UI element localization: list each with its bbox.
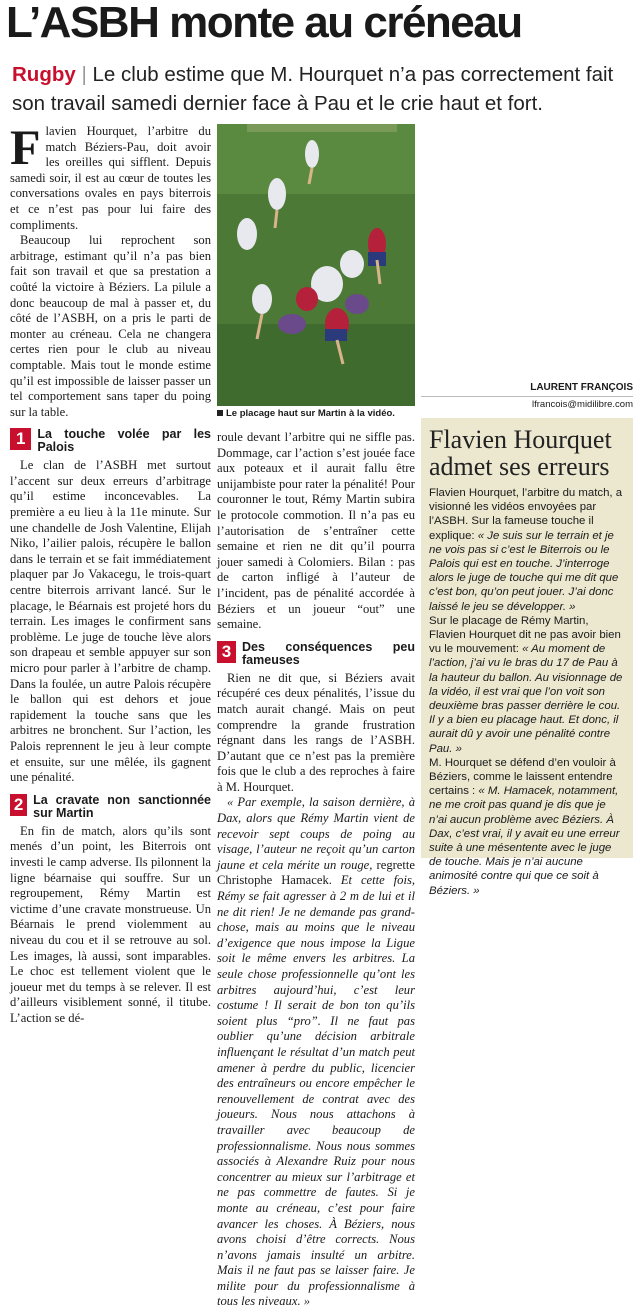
section-1-heading: [10, 428, 211, 454]
section-2-heading: [10, 794, 211, 820]
section-3-quote-1: « Par exemple, la saison dernière, à Dax, alors que Rémy Martin vient de recevoir sept coups de poing au visage, l’auteur ne reçoit qu’un carton jaune et cela mérite un rouge,: [217, 795, 415, 872]
dropcap: F: [10, 119, 41, 175]
section-2-paragraph-2: roule devant l’arbitre qui ne siffle pas. Dommage, car l’action s’est jouée face aux poteaux et il aurait fallu être unijambiste pour rater la pénalité! Pour couronner le tout, Rémy Martin subira le protocole commotion. Il n’a pas eu l’autorisation de s’entraîner cette semaine et rien ne dit qu’il pourra jouer samedi à Colomiers. Bilan : pas de carton infligé à l’auteur de l’incident, pas de pénalité accordée à Béziers et un joueur “out” une semaine.: [217, 430, 415, 632]
byline: [421, 382, 633, 410]
section-tag: Rugby: [12, 63, 76, 86]
section-3-quote-2: Et cette fois, Rémy se fait agresser à 2 m de lui et il ne dit rien! Je ne demande pas grand-chose, mais au moins que le niveau d’exigence que nous impose la Ligue soit le même envers les arbitres. La seule chose professionnelle qu’ont les arbitres aujourd’hui, c’est leur costume ! Il serait de bon ton qu’ils soient plus “pro”. Il ne faut pas oublier qu’une décision arbitrale influençant le résultat d’un match peut amener à perdre du public, licencier des entraîneurs ou encore empêcher le renouvellement de contrat avec des joueurs. Nous nous attachons à travailler avec beaucoup de professionnalisme. Nous nous sommes associés à Alexandre Ruiz pour nous concentrer au mieux sur l’arbitrage et ne pas commettre de fautes. Si je monte au créneau, c’est pour faire avancer les choses. À Béziers, nous avons choisi d’être corrects. Nous n’avons jamais insulté un arbitre. Mais il ne faut pas se laisser faire. Je milite pour du professionnalisme à tous les niveaux. »: [217, 873, 415, 1309]
column-left: [10, 119, 211, 1025]
section-1-title: La touche volée par les Palois: [37, 427, 211, 455]
photo-caption: [217, 408, 415, 420]
caption-bullet-icon: [217, 410, 223, 416]
section-2-number: 2: [10, 794, 27, 816]
section-2-title: La cravate non sanctionnée sur Martin: [33, 792, 211, 820]
section-1-number: 1: [10, 428, 31, 450]
deck-text: Le club estime que M. Hourquet n’a pas correctement fait son travail samedi dernier face à Pau et le crie haut et fort.: [12, 63, 614, 115]
section-3-heading: [217, 641, 415, 667]
section-1-paragraph: Le clan de l’ASBH met surtout l’accent sur deux erreurs d’arbitrage qu’il estime inconcevables. La première a eu lieu à la 11e minute. Sur une chandelle de Josh Valentine, Elijah Niko, l’ailier palois, récupère le ballon dans le terrain et se fait immédiatement plaquer par Jo Vakacegu, le trois-quart centre biterrois arrivant lancé. Sur le placage, le Béarnais est projeté hors du terrain. Les images le confirment sans problème. Le juge de touche lève alors son drapeau et semble appuyer sur son micro pour parler à l’arbitre de champ. Dans la foulée, un autre Palois récupère le ballon qui est dehors et joue rapidement la touche sans que les arbitres ne bronchent. Sur l’action, les Palois reprennent le jeu à leur compte et ensuite, sur une mêlée, ils gagnent une pénalité.: [10, 458, 211, 785]
section-2-paragraph-1: En fin de match, alors qu’ils sont menés d’un point, les Biterrois ont investi le camp adverse. Ils pilonnent la ligne béarnaise qui souffre. Sur un regroupement, Rémy Martin est victime d’une cravate monstrueuse. Un Béarnais le prend violemment au niveau du cou et il se retrouve au sol. Les images, là aussi, sont imparables. Le choc est tellement violent que le joueur met du temps à se relever. Il est d’ailleurs visiblement sonné, il titube. L’action se dé-: [10, 823, 211, 1025]
intro-paragraph-2: Beaucoup lui reprochent son arbitrage, estimant qu’il n’a pas bien fait son travail et que sa prestation a coûté la victoire à Béziers. La pilule a donc beaucoup de mal à passer et, du côté de l’ASBH, on a pris le parti de monter au créneau. Cela ne changera certes rien pour le club au niveau comptable. Mais tout le monde estime qu’il est impossible de laisser passer un tel comportement sans taper du poing sur la table.: [10, 233, 211, 419]
deck: [12, 60, 632, 118]
byline-author: LAURENT FRANÇOIS: [530, 382, 633, 393]
headline: L’ASBH monte au créneau: [6, 0, 522, 47]
rugby-scrum-image: [217, 124, 415, 406]
sidebar-quote-3: « M. Hamacek, notamment, ne me croit pas quand je dis que je n’ai aucun problème avec Béziers. À Dax, c’est vrai, il y avait eu une erreur suite à une mésentente avec le juge de touche. Mais je n’ai aucune animosité contre qui que ce soit à Béziers. »: [429, 785, 620, 897]
rugby-photo: [217, 124, 415, 406]
tag-separator: |: [81, 63, 87, 86]
section-3-title: Des conséquences peu fameuses: [242, 639, 415, 667]
intro-paragraph-1: lavien Hourquet, l’arbitre du match Béziers-Pau, doit avoir les oreilles qui sifflent. Depuis samedi soir, il est au cœur de toutes les conversations ovales en pays biterrois et ce n’est pas pour lui faire des compliments.: [10, 124, 211, 232]
byline-divider: [421, 396, 633, 397]
photo-caption-text: Le placage haut sur Martin à la vidéo.: [226, 408, 395, 419]
sidebar-paragraph-2: Sur le placage de Rémy Martin, Flavien Hourquet dit ne pas avoir bien vu le mouvement:: [429, 614, 621, 656]
sidebar-paragraph-1: Flavien Hourquet, l’arbitre du match, a visionné les vidéos envoyées par l’ASBH. Sur la fameuse touche il explique:: [429, 487, 623, 542]
sidebar-paragraph-3: M. Hourquet se défend d’en vouloir à Béziers, comme le laissent entendre certains :: [429, 756, 616, 798]
sidebar-quote-1: « Je suis sur le terrain et je ne vois pas si c’est le Biterrois ou le Palois qui est en touche. J’interroge alors le juge de touche qui me dit que c’est bon, qu’on peut jouer. J’ai donc laissé le jeu se développer. »: [429, 529, 619, 613]
sidebar-quote-2: « Au moment de l’action, j’ai vu le bras du 17 de Pau à la hauteur du ballon. Au visionnage de la vidéo, il est vrai que l’on voit son deuxième bras passer derrière le cou. Il y a bien eu placage haut. Et donc, il aurait dû y avoir une pénalité contre Pau. »: [429, 643, 623, 755]
byline-email: lfrancois@midilibre.com: [532, 399, 633, 410]
section-3-number: 3: [217, 641, 236, 663]
sidebar-title: Flavien Hourquet admet ses erreurs: [429, 425, 612, 481]
section-3-attribution: regrette Christophe Hamacek.: [217, 857, 415, 888]
section-3-quote-paragraph: [217, 795, 415, 1310]
sidebar-body: [429, 486, 625, 898]
section-3-paragraph-1: Rien ne dit que, si Béziers avait récupéré ces deux pénalités, l’issue du match aurait changé. Mais on peut comprendre la grande frustration régnant dans les rangs de l’ASBH. D’autant que ce n’est pas la première fois que le club a des reproches à faire à M. Hourquet.: [217, 670, 415, 794]
sidebar-box: [421, 418, 633, 897]
column-middle: [217, 430, 415, 1309]
